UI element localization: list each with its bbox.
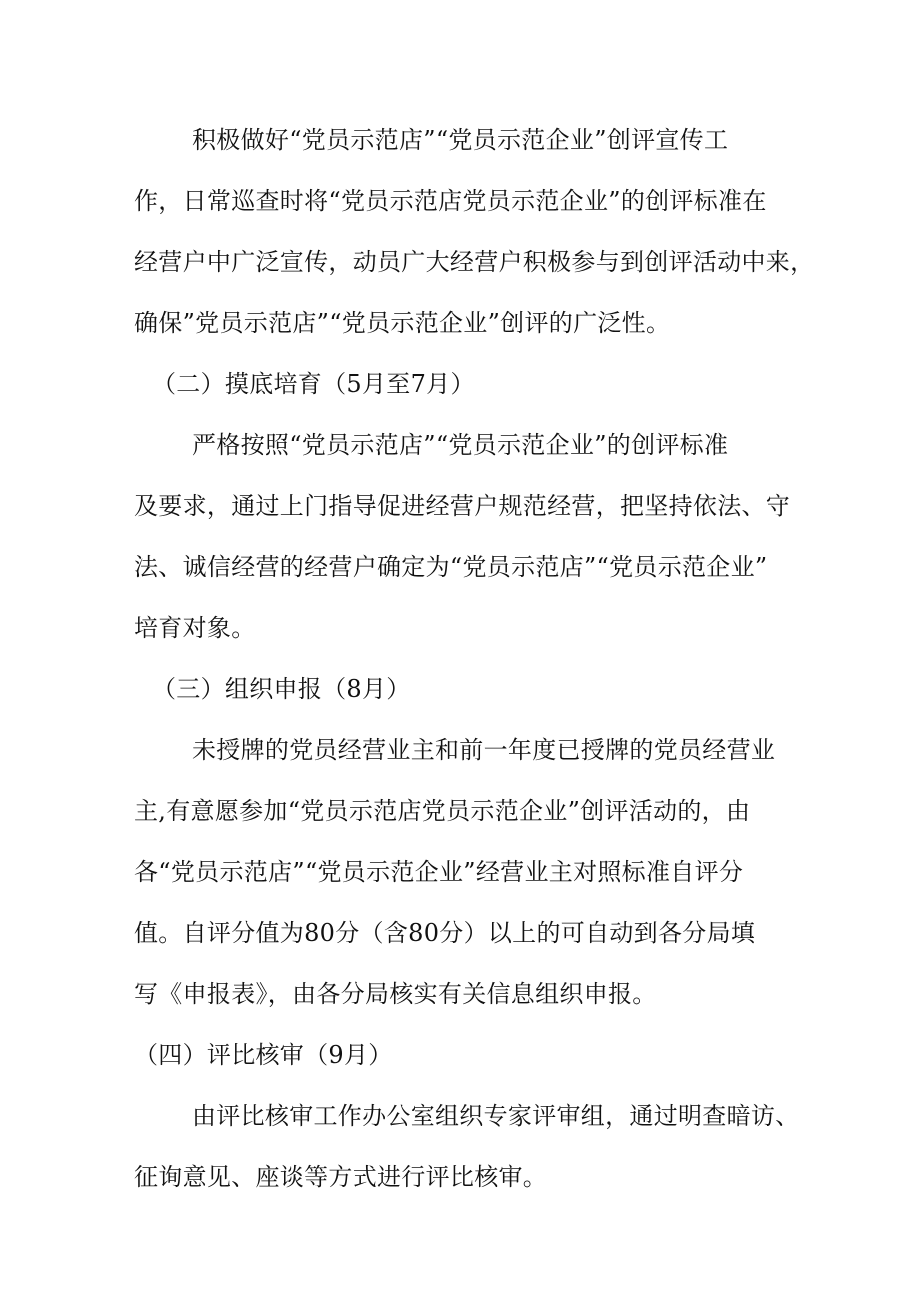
paragraph-3-line-1: 未授牌的党员经营业主和前一年度已授牌的党员经营业 (192, 736, 776, 764)
paragraph-2-line-3: 法、诚信经营的经营户确定为“党员示范店”“党员示范企业” (134, 553, 768, 581)
paragraph-2-line-4: 培育对象。 (134, 614, 256, 642)
section-heading-2: （二）摸底培育（5月至7月） (152, 370, 475, 398)
paragraph-2-line-2: 及要求，通过上门指导促进经营户规范经营，把坚持依法、守 (134, 492, 791, 520)
paragraph-3-line-4: 值。自评分值为80分（含80分）以上的可自动到各分局填 (134, 919, 756, 947)
paragraph-2-line-1: 严格按照“党员示范店”“党员示范企业”的创评标准 (192, 431, 729, 459)
paragraph-3-line-2: 主,有意愿参加“党员示范店党员示范企业”创评活动的，由 (134, 797, 751, 825)
section-heading-3: （三）组织申报（8月） (152, 675, 411, 703)
paragraph-4-line-1: 由评比核审工作办公室组织专家评审组，通过明查暗访、 (192, 1102, 800, 1130)
paragraph-1-line-3: 经营户中广泛宣传，动员广大经营户积极参与到创评活动中来， (134, 248, 815, 276)
paragraph-4-line-2: 征询意见、座谈等方式进行评比核审。 (134, 1163, 548, 1191)
section-heading-4: （四）评比核审（9月） (134, 1041, 393, 1069)
paragraph-1-line-4: 确保”党员示范店”“党员示范企业”创评的广泛性。 (134, 309, 671, 337)
paragraph-3-line-3: 各“党员示范店”“党员示范企业”经营业主对照标准自评分 (134, 858, 744, 886)
paragraph-1-line-1: 积极做好“党员示范店”“党员示范企业”创评宣传工 (192, 126, 729, 154)
paragraph-1-line-2: 作，日常巡查时将“党员示范店党员示范企业”的创评标准在 (134, 187, 767, 215)
paragraph-3-line-5: 写《申报表》，由各分局核实有关信息组织申报。 (134, 980, 657, 1008)
